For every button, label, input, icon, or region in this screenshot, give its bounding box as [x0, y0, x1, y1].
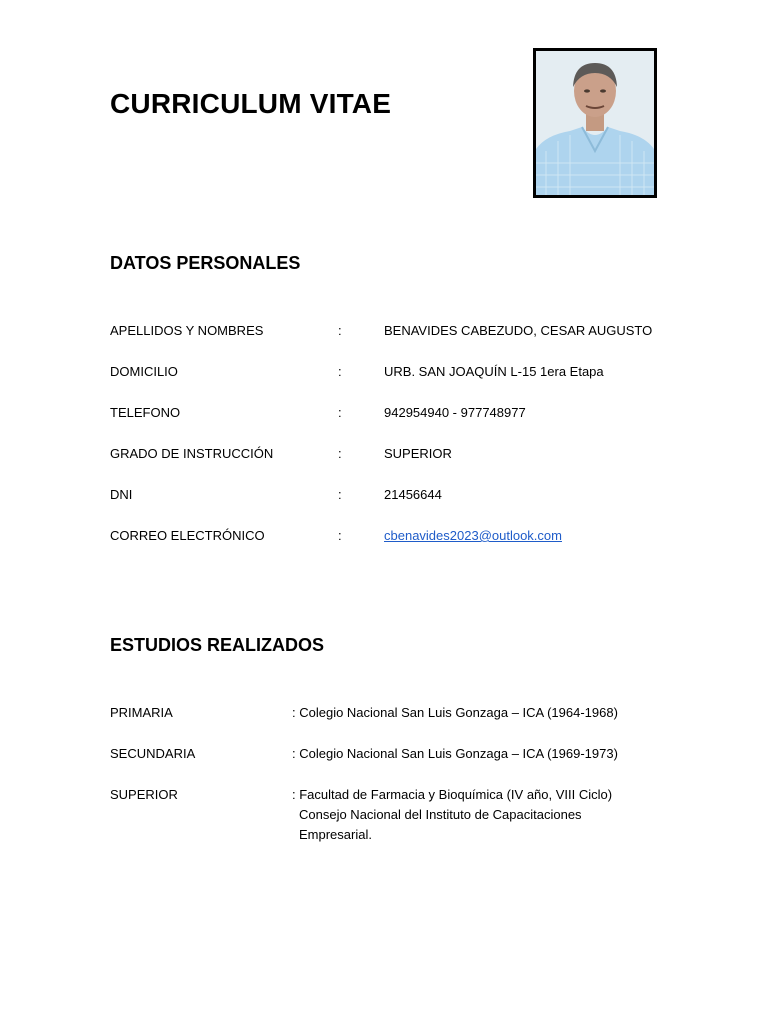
studies-value-primary: : Colegio Nacional San Luis Gonzaga – ICA (1964-1968) — [292, 705, 618, 720]
page-title: CURRICULUM VITAE — [110, 88, 392, 119]
separator-colon: : — [338, 405, 342, 420]
separator-colon: : — [338, 323, 342, 338]
profile-photo — [533, 48, 657, 198]
separator-colon: : — [338, 487, 342, 502]
personal-value-name: BENAVIDES CABEZUDO, CESAR AUGUSTO — [384, 323, 653, 338]
section-heading-studies: ESTUDIOS REALIZADOS — [110, 635, 325, 655]
studies-label-primary: PRIMARIA — [110, 705, 173, 720]
personal-label-education-level: GRADO DE INSTRUCCIÓN — [110, 446, 274, 461]
separator-colon: : — [338, 528, 342, 543]
studies-value-higher-line-1: : Facultad de Farmacia y Bioquímica (IV año, VIII Ciclo) — [292, 787, 613, 802]
studies-label-higher: SUPERIOR — [110, 787, 178, 802]
separator-colon: : — [338, 364, 342, 379]
section-heading-personal: DATOS PERSONALES — [110, 253, 301, 273]
personal-label-address: DOMICILIO — [110, 364, 178, 379]
studies-value-secondary: : Colegio Nacional San Luis Gonzaga – ICA (1969-1973) — [292, 746, 618, 761]
studies-value-higher-line-3: Empresarial. — [299, 827, 372, 842]
personal-label-phone: TELEFONO — [110, 405, 181, 420]
studies-label-secondary: SECUNDARIA — [110, 746, 196, 761]
studies-value-higher-line-2: Consejo Nacional del Instituto de Capacitaciones — [299, 807, 582, 822]
portrait-photo-icon — [536, 51, 654, 195]
separator-colon: : — [338, 446, 342, 461]
personal-value-dni: 21456644 — [384, 487, 442, 502]
personal-label-dni: DNI — [110, 487, 133, 502]
personal-value-address: URB. SAN JOAQUÍN L-15 1era Etapa — [384, 364, 604, 379]
email-link[interactable]: cbenavides2023@outlook.com — [384, 528, 562, 543]
personal-value-education-level: SUPERIOR — [384, 446, 452, 461]
personal-value-phone: 942954940 - 977748977 — [384, 405, 526, 420]
studies-value-higher — [292, 785, 612, 845]
personal-label-email: CORREO ELECTRÓNICO — [110, 528, 265, 543]
personal-label-name: APELLIDOS Y NOMBRES — [110, 323, 264, 338]
